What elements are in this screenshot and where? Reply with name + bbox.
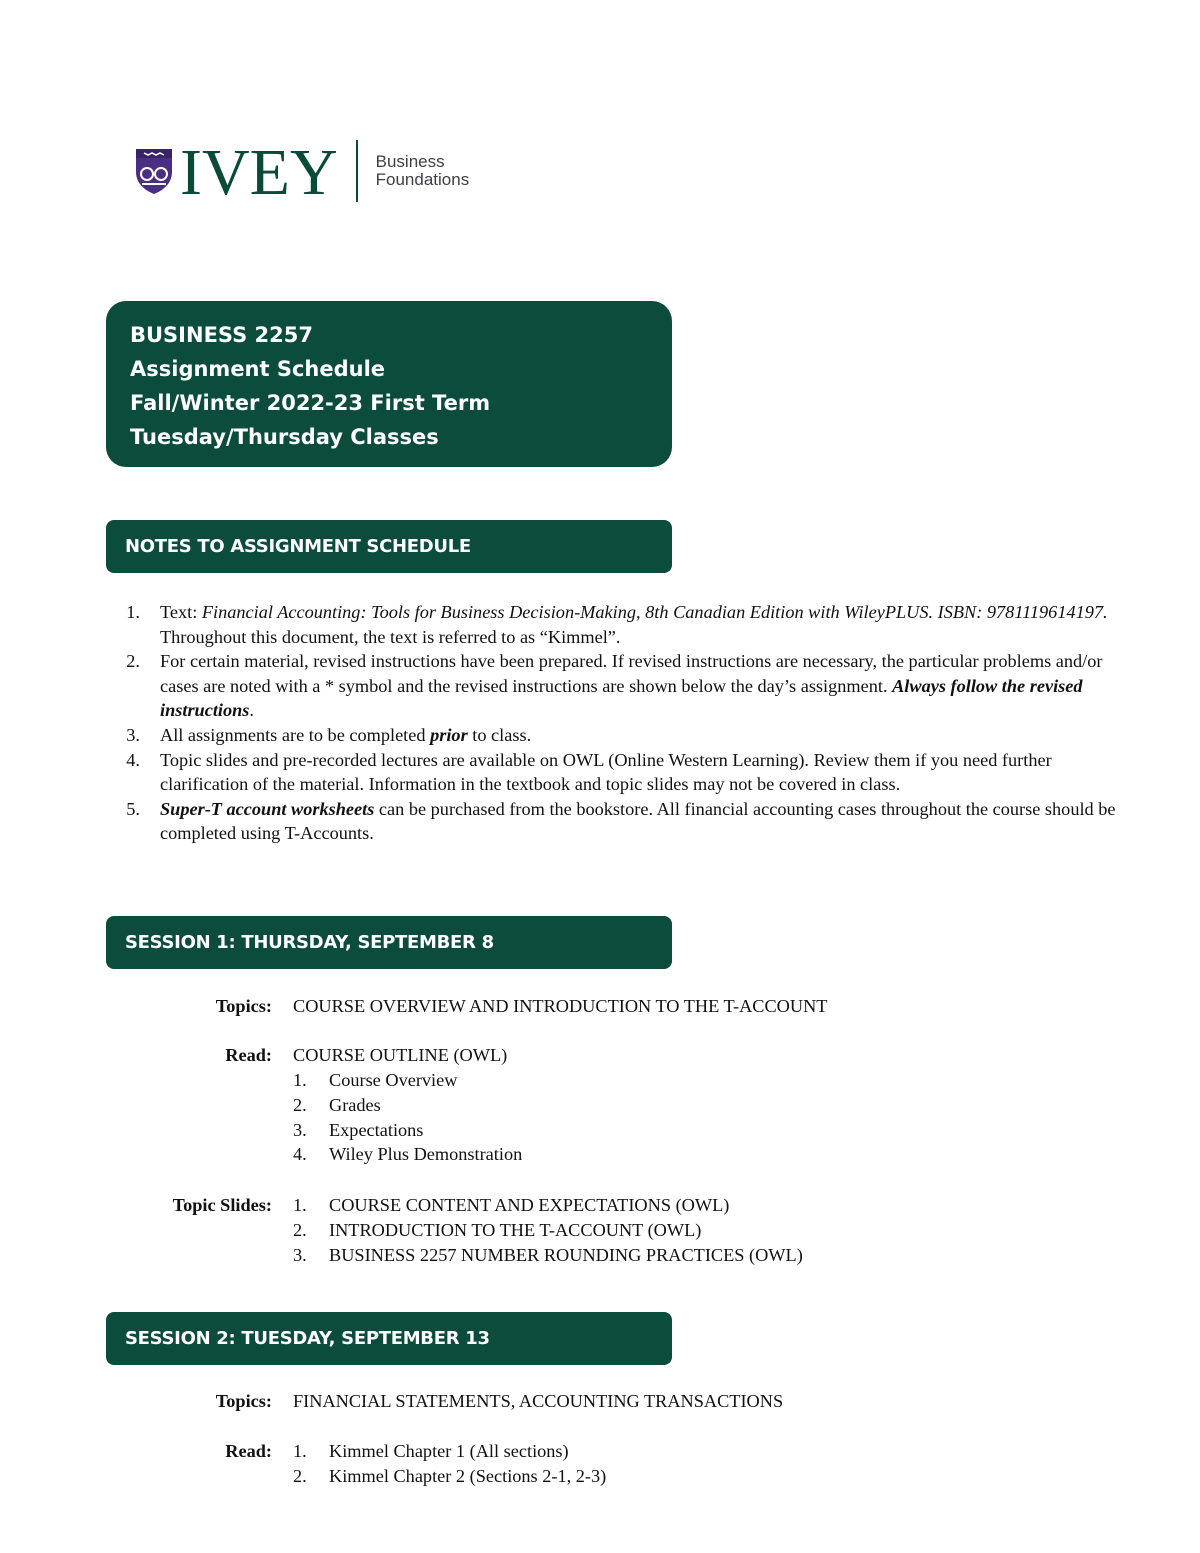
ivey-logo — [134, 136, 470, 209]
list-item — [293, 1243, 803, 1268]
class-days: Tuesday/Thursday Classes — [130, 425, 439, 449]
note-number: 4. — [126, 749, 140, 770]
notes-header: NOTES TO ASSIGNMENT SCHEDULE — [106, 520, 672, 573]
item-text: Wiley Plus Demonstration — [329, 1144, 523, 1165]
note-item — [118, 649, 1118, 723]
note-text: All assignments are to be completed — [160, 724, 431, 745]
session-2-header: SESSION 2: TUESDAY, SEPTEMBER 13 — [106, 1312, 672, 1365]
list-item — [293, 1118, 522, 1143]
note-number: 5. — [126, 798, 140, 819]
note-number: 3. — [126, 724, 140, 745]
item-text: INTRODUCTION TO THE T-ACCOUNT (OWL) — [329, 1219, 702, 1240]
list-item — [293, 1142, 522, 1167]
note-text: For certain material, revised instructions have been prepared. If revised instructions are necessary, the particular problems and/or cases are noted with a * symbol and the revised instructions are shown below the day’s assignment. — [160, 651, 1103, 696]
crest-icon — [134, 146, 174, 196]
item-text: Grades — [329, 1094, 381, 1115]
term: Fall/Winter 2022-23 First Term — [130, 391, 491, 415]
item-text: Kimmel Chapter 1 (All sections) — [329, 1441, 569, 1461]
item-number: 1. — [293, 1195, 307, 1215]
logo-subtitle-line2: Foundations — [375, 170, 470, 189]
note-text: to class. — [467, 724, 532, 745]
note-item — [118, 600, 1118, 649]
item-number: 3. — [293, 1119, 307, 1140]
note-item — [118, 748, 1118, 797]
item-number: 2. — [293, 1465, 307, 1486]
read-value: COURSE OUTLINE (OWL) — [293, 1045, 508, 1065]
logo-subtitle-line1: Business — [375, 152, 445, 171]
note-number: 1. — [126, 602, 140, 622]
read-label: Read: — [225, 1045, 272, 1065]
notes-list — [118, 600, 1118, 846]
course-code: BUSINESS 2257 — [130, 323, 313, 347]
logo-subtitle — [376, 153, 470, 189]
session-1-slides-list — [293, 1193, 803, 1267]
note-text: . — [249, 700, 254, 721]
document-title: Assignment Schedule — [130, 357, 386, 381]
list-item — [293, 1464, 606, 1489]
item-text: Kimmel Chapter 2 (Sections 2-1, 2-3) — [329, 1465, 607, 1486]
logo-divider — [356, 140, 358, 202]
topic-slides-label: Topic Slides: — [172, 1195, 272, 1215]
title-box — [106, 301, 672, 467]
list-item — [293, 1093, 522, 1118]
note-item — [118, 723, 1118, 748]
list-item — [293, 1193, 803, 1218]
topics-label: Topics: — [215, 1391, 272, 1411]
session-2-read-list — [293, 1439, 606, 1489]
item-text: COURSE CONTENT AND EXPECTATIONS (OWL) — [329, 1195, 730, 1215]
note-item — [118, 797, 1118, 846]
item-number: 2. — [293, 1219, 307, 1240]
list-item — [293, 1068, 522, 1093]
list-item — [293, 1218, 803, 1243]
list-item — [293, 1439, 606, 1464]
item-number: 4. — [293, 1144, 307, 1165]
item-number: 3. — [293, 1244, 307, 1265]
note-text: can be purchased from the bookstore. All financial accounting cases throughout the course should be completed using T-Accounts. — [160, 798, 1116, 844]
session-1-read-list — [293, 1068, 522, 1167]
note-emphasis: prior — [430, 724, 468, 745]
note-text: Topic slides and pre-recorded lectures are available on OWL (Online Western Learning). Review them if you need further clarification of the material. Information in the textbook and topic slides may not be covered in class. — [160, 749, 1052, 795]
note-text: Text: — [160, 602, 202, 622]
item-number: 1. — [293, 1441, 307, 1461]
logo-wordmark: IVEY — [180, 136, 338, 209]
item-number: 1. — [293, 1070, 307, 1090]
note-emphasis: Super-T account worksheets — [160, 798, 375, 819]
topics-value: COURSE OVERVIEW AND INTRODUCTION TO THE T-ACCOUNT — [293, 996, 828, 1016]
item-text: BUSINESS 2257 NUMBER ROUNDING PRACTICES (OWL) — [329, 1244, 803, 1265]
topics-label: Topics: — [215, 996, 272, 1016]
topics-value: FINANCIAL STATEMENTS, ACCOUNTING TRANSACTIONS — [293, 1391, 784, 1411]
note-text: Throughout this document, the text is referred to as “Kimmel”. — [160, 626, 621, 647]
textbook-title: Financial Accounting: Tools for Business Decision-Making, 8th Canadian Edition with WileyPLUS. ISBN: 9781119614197. — [201, 602, 1108, 622]
session-1-header: SESSION 1: THURSDAY, SEPTEMBER 8 — [106, 916, 672, 969]
item-text: Course Overview — [329, 1070, 458, 1090]
note-number: 2. — [126, 651, 140, 672]
item-text: Expectations — [329, 1119, 424, 1140]
note-emphasis: Always follow the revised instructions — [160, 675, 1083, 721]
item-number: 2. — [293, 1094, 307, 1115]
read-label: Read: — [225, 1441, 272, 1461]
